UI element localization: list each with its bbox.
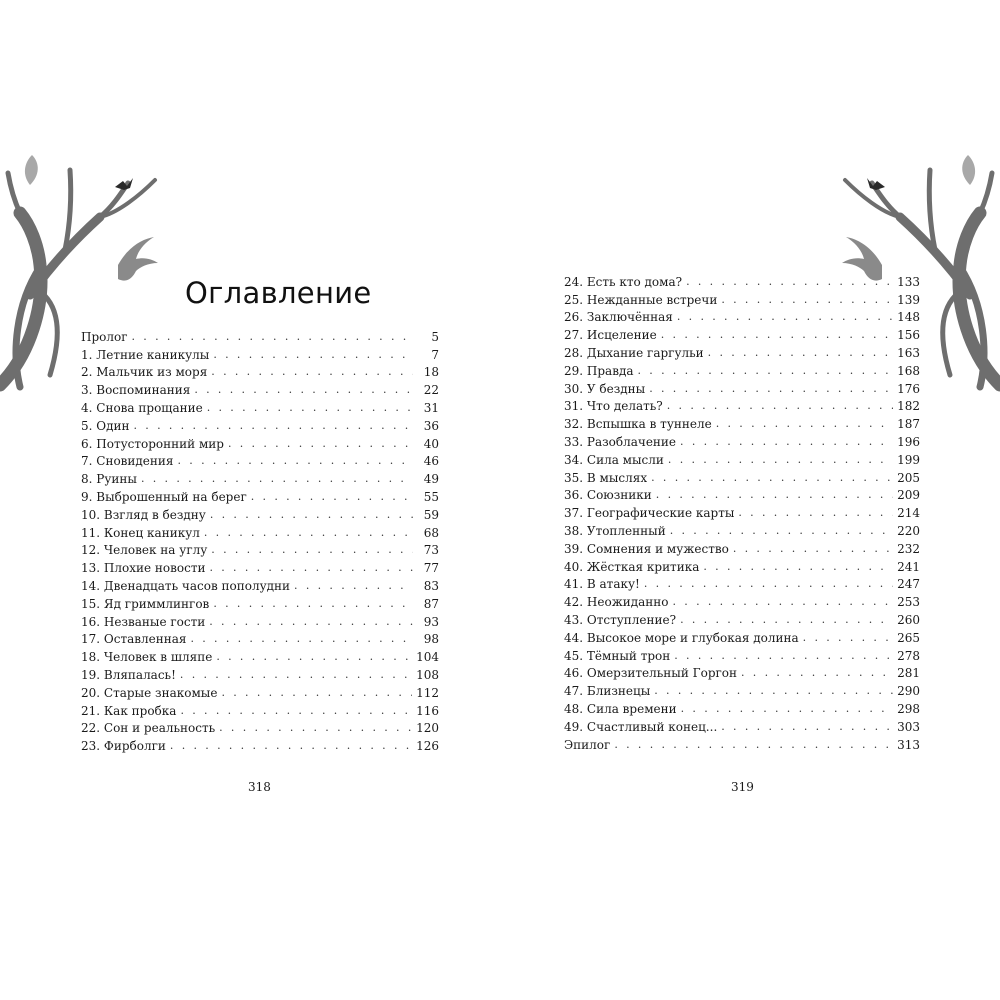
leader-dots (251, 490, 413, 504)
leaf-icon (962, 155, 975, 185)
toc-entry-title: 3. Воспоминания (81, 383, 191, 398)
toc-entry-title: 40. Жёсткая критика (564, 559, 700, 574)
toc-entry (81, 735, 439, 753)
leader-dots (686, 275, 893, 289)
toc-entry (564, 485, 920, 503)
toc-entry (81, 326, 439, 344)
toc-entry-title: 11. Конец каникул (81, 525, 200, 540)
toc-entry (564, 449, 920, 467)
leader-dots (651, 471, 893, 485)
toc-entry-page: 133 (897, 274, 920, 289)
toc-entry-title: Эпилог (564, 737, 611, 752)
leader-dots (180, 704, 412, 718)
leader-dots (733, 542, 893, 556)
leader-dots (209, 615, 413, 629)
toc-entry-page: 98 (423, 632, 439, 647)
toc-entry-title: 48. Сила времени (564, 701, 677, 716)
toc-entry-title: 32. Вспышка в туннеле (564, 417, 712, 432)
toc-entry (81, 540, 439, 558)
toc-entry-title: 27. Исцеление (564, 328, 657, 343)
toc-entry-title: 14. Двенадцать часов пополудни (81, 578, 291, 593)
toc-entry (564, 431, 920, 449)
toc-entry (564, 502, 920, 520)
leader-dots (216, 650, 412, 664)
toc-entry-page: 163 (897, 345, 920, 360)
toc-entry-page: 73 (423, 543, 439, 558)
toc-entry-page: 22 (423, 383, 439, 398)
toc-entry-page: 59 (423, 507, 439, 522)
leader-dots (667, 399, 893, 413)
toc-entry (564, 663, 920, 681)
toc-entry (81, 575, 439, 593)
leader-dots (221, 686, 412, 700)
leader-dots (649, 382, 893, 396)
leader-dots (134, 419, 414, 433)
toc-entry-page: 205 (897, 470, 920, 485)
toc-entry-title: 23. Фирболги (81, 739, 166, 754)
right-page (500, 0, 1000, 1000)
toc-entry-title: 41. В атаку! (564, 577, 640, 592)
toc-list-left (81, 326, 439, 753)
toc-entry (81, 344, 439, 362)
toc-entry (81, 504, 439, 522)
toc-entry-page: 49 (423, 472, 439, 487)
page-number: 319 (731, 780, 754, 794)
toc-entry (564, 378, 920, 396)
leader-dots (644, 577, 893, 591)
toc-entry (81, 611, 439, 629)
toc-entry (564, 324, 920, 342)
toc-entry-page: 148 (897, 310, 920, 325)
toc-entry (564, 698, 920, 716)
toc-entry-title: 38. Утопленный (564, 523, 666, 538)
toc-entry-title: 19. Вляпалась! (81, 667, 176, 682)
toc-entry (81, 379, 439, 397)
toc-entry-title: Пролог (81, 329, 128, 344)
toc-entry-page: 120 (416, 721, 439, 736)
toc-entry-title: 22. Сон и реальность (81, 721, 216, 736)
toc-entry (564, 556, 920, 574)
toc-entry-page: 93 (423, 614, 439, 629)
toc-entry (81, 593, 439, 611)
toc-entry (81, 682, 439, 700)
toc-entry-page: 68 (423, 525, 439, 540)
toc-entry-title: 4. Снова прощание (81, 400, 203, 415)
toc-entry-page: 220 (897, 523, 920, 538)
leader-dots (194, 383, 413, 397)
leader-dots (177, 454, 413, 468)
toc-entry (564, 574, 920, 592)
toc-entry-title: 30. У бездны (564, 381, 646, 396)
toc-entry-page: 303 (897, 719, 920, 734)
toc-entry-page: 199 (897, 452, 920, 467)
toc-entry (81, 451, 439, 469)
toc-entry-title: 25. Нежданные встречи (564, 292, 718, 307)
leader-dots (228, 437, 413, 451)
toc-entry (81, 718, 439, 736)
toc-entry (81, 397, 439, 415)
toc-entry-title: 33. Разоблачение (564, 434, 677, 449)
toc-entry-page: 168 (897, 363, 920, 378)
toc-entry (564, 396, 920, 414)
leader-dots (211, 543, 413, 557)
toc-entry-page: 265 (897, 630, 920, 645)
toc-entry-title: 13. Плохие новости (81, 561, 206, 576)
leader-dots (716, 417, 893, 431)
toc-entry-page: 77 (423, 561, 439, 576)
leaf-icon (25, 155, 38, 185)
toc-entry-page: 5 (431, 329, 439, 344)
leader-dots (677, 310, 893, 324)
toc-entry-page: 36 (423, 418, 439, 433)
toc-entry-page: 40 (423, 436, 439, 451)
leader-dots (614, 738, 893, 752)
toc-entry (81, 433, 439, 451)
toc-entry-title: 10. Взгляд в бездну (81, 507, 206, 522)
toc-entry-page: 241 (897, 559, 920, 574)
leader-dots (803, 631, 893, 645)
toc-entry-page: 278 (897, 648, 920, 663)
toc-entry (564, 680, 920, 698)
toc-entry-page: 176 (897, 381, 920, 396)
toc-entry-page: 112 (416, 685, 439, 700)
toc-entry-title: 16. Незваные гости (81, 614, 206, 629)
toc-entry-title: 29. Правда (564, 363, 634, 378)
leader-dots (170, 739, 412, 753)
toc-entry (81, 664, 439, 682)
toc-entry-page: 156 (897, 328, 920, 343)
toc-entry-title: 49. Счастливый конец... (564, 719, 718, 734)
leader-dots (211, 365, 413, 379)
toc-entry (81, 468, 439, 486)
toc-entry (564, 413, 920, 431)
leader-dots (207, 401, 413, 415)
toc-entry-title: 7. Сновидения (81, 454, 174, 469)
leader-dots (132, 330, 413, 344)
toc-entry-title: 15. Яд гриммлингов (81, 596, 210, 611)
toc-entry-title: 20. Старые знакомые (81, 685, 218, 700)
toc-entry-title: 1. Летние каникулы (81, 347, 210, 362)
toc-entry (81, 415, 439, 433)
toc-entry (564, 538, 920, 556)
toc-entry-page: 196 (897, 434, 920, 449)
bird-small-icon (115, 178, 133, 190)
leader-dots (638, 364, 894, 378)
toc-entry-title: 2. Мальчик из моря (81, 365, 208, 380)
toc-entry (564, 467, 920, 485)
leader-dots (738, 506, 893, 520)
toc-entry (564, 716, 920, 734)
toc-entry (81, 646, 439, 664)
toc-entry (564, 342, 920, 360)
leader-dots (681, 702, 893, 716)
toc-entry-page: 253 (897, 595, 920, 610)
toc-list-right (564, 271, 920, 752)
toc-entry-page: 46 (423, 454, 439, 469)
toc-entry-page: 83 (423, 578, 439, 593)
toc-entry-title: 31. Что делать? (564, 399, 663, 414)
toc-entry-page: 247 (897, 577, 920, 592)
leader-dots (674, 649, 893, 663)
toc-entry-title: 43. Отступление? (564, 612, 677, 627)
toc-entry (81, 700, 439, 718)
leader-dots (741, 666, 893, 680)
toc-entry (81, 486, 439, 504)
toc-entry-title: 5. Один (81, 418, 130, 433)
swallow-bird-icon (118, 237, 158, 281)
toc-entry (81, 362, 439, 380)
toc-entry-page: 87 (423, 596, 439, 611)
toc-entry-title: 42. Неожиданно (564, 595, 669, 610)
bird-small-icon (867, 178, 885, 190)
toc-entry-page: 298 (897, 701, 920, 716)
leader-dots (209, 561, 413, 575)
leader-dots (210, 508, 413, 522)
toc-entry (564, 520, 920, 538)
toc-heading: Оглавление (185, 276, 372, 310)
toc-entry-page: 214 (897, 506, 920, 521)
toc-entry (564, 627, 920, 645)
leader-dots (668, 453, 893, 467)
toc-entry-page: 116 (416, 703, 439, 718)
toc-entry-page: 187 (897, 417, 920, 432)
toc-entry-title: 28. Дыхание гаргульи (564, 345, 704, 360)
toc-entry-page: 281 (897, 666, 920, 681)
leader-dots (703, 560, 893, 574)
toc-entry (564, 307, 920, 325)
toc-entry-page: 126 (416, 739, 439, 754)
toc-entry-page: 290 (897, 684, 920, 699)
leader-dots (721, 293, 893, 307)
leader-dots (661, 328, 893, 342)
toc-entry (81, 629, 439, 647)
toc-entry-page: 31 (423, 400, 439, 415)
toc-entry-title: 18. Человек в шляпе (81, 650, 213, 665)
toc-entry-page: 232 (897, 541, 920, 556)
page-number: 318 (248, 780, 271, 794)
toc-entry-page: 18 (423, 365, 439, 380)
toc-entry-title: 47. Близнецы (564, 684, 651, 699)
toc-entry-title: 46. Омерзительный Горгон (564, 666, 738, 681)
leader-dots (680, 435, 893, 449)
leader-dots (654, 684, 893, 698)
toc-entry-title: 45. Тёмный трон (564, 648, 671, 663)
toc-entry-title: 12. Человек на углу (81, 543, 208, 558)
leader-dots (213, 348, 413, 362)
toc-entry-page: 260 (897, 612, 920, 627)
toc-entry-page: 313 (897, 737, 920, 752)
toc-entry (564, 289, 920, 307)
toc-entry-title: 35. В мыслях (564, 470, 648, 485)
toc-entry-title: 8. Руины (81, 472, 137, 487)
toc-entry-page: 209 (897, 488, 920, 503)
toc-entry (81, 522, 439, 540)
toc-entry-title: 17. Оставленная (81, 632, 187, 647)
leader-dots (180, 668, 412, 682)
leader-dots (219, 721, 412, 735)
leader-dots (680, 613, 893, 627)
toc-entry-page: 108 (416, 667, 439, 682)
toc-entry (81, 557, 439, 575)
toc-entry-page: 7 (431, 347, 439, 362)
toc-entry-title: 6. Потусторонний мир (81, 436, 224, 451)
toc-entry-title: 44. Высокое море и глубокая долина (564, 630, 799, 645)
toc-entry (564, 734, 920, 752)
leader-dots (141, 472, 413, 486)
toc-entry-page: 139 (897, 292, 920, 307)
toc-entry (564, 645, 920, 663)
leader-dots (708, 346, 893, 360)
leader-dots (721, 720, 893, 734)
toc-entry-title: 21. Как пробка (81, 703, 177, 718)
toc-entry-title: 37. Географические карты (564, 506, 735, 521)
leader-dots (294, 579, 413, 593)
leader-dots (204, 526, 413, 540)
toc-entry (564, 591, 920, 609)
toc-entry (564, 271, 920, 289)
toc-entry-title: 9. Выброшенный на берег (81, 489, 247, 504)
toc-entry-title: 24. Есть кто дома? (564, 274, 683, 289)
leader-dots (656, 488, 893, 502)
toc-entry-title: 36. Союзники (564, 488, 652, 503)
leader-dots (673, 595, 894, 609)
toc-entry-title: 26. Заключённая (564, 310, 673, 325)
toc-entry-page: 182 (897, 399, 920, 414)
leader-dots (190, 632, 413, 646)
toc-entry (564, 360, 920, 378)
leader-dots (670, 524, 893, 538)
toc-entry-title: 39. Сомнения и мужество (564, 541, 729, 556)
toc-entry (564, 609, 920, 627)
toc-entry-title: 34. Сила мысли (564, 452, 664, 467)
leader-dots (213, 597, 413, 611)
toc-entry-page: 104 (416, 650, 439, 665)
toc-entry-page: 55 (423, 489, 439, 504)
